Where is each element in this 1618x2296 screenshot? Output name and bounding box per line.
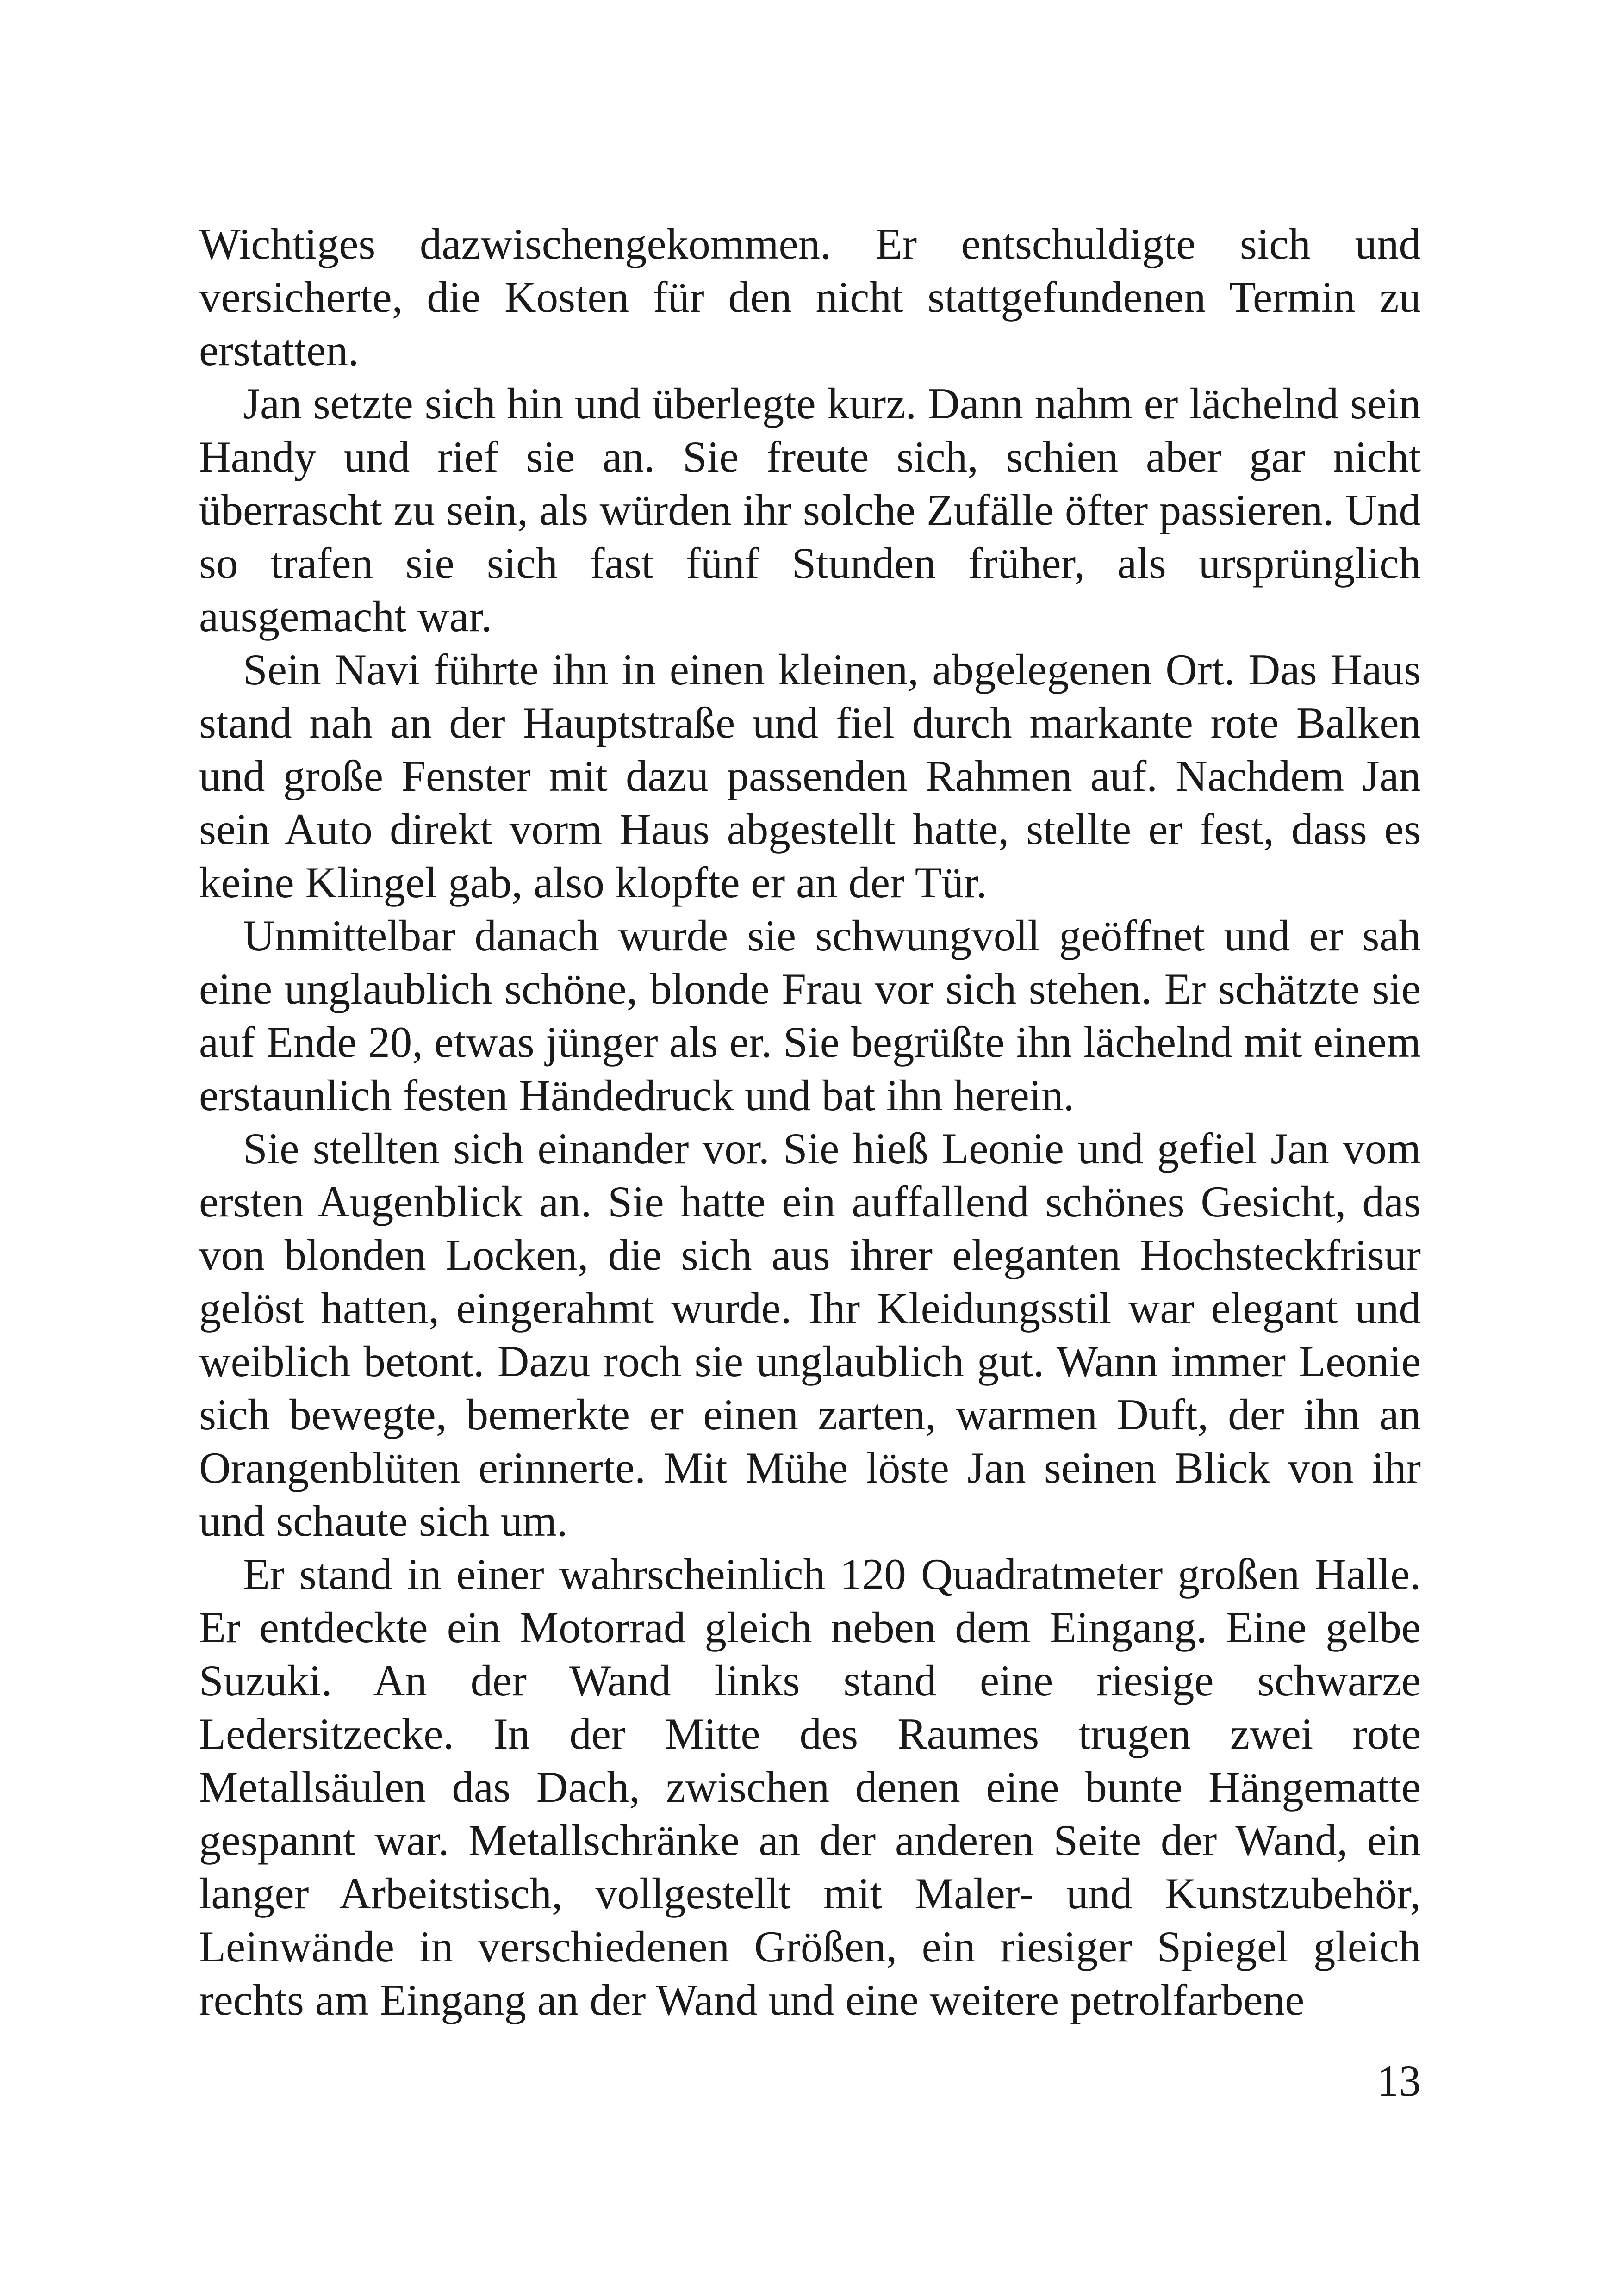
page-number: 13 [1377, 2056, 1421, 2105]
paragraph: Sie stellten sich einander vor. Sie hieß Leonie und gefiel Jan vom ersten Augenblick an. Sie hatte ein auffallend schönes Gesicht, das von blonden Locken, die sich aus ihrer eleganten Hochsteckfrisur gelöst hatten, eingerahmt wurde. Ihr Kleidungsstil war elegant und weiblich betont. Dazu roch sie unglaublich gut. Wann immer Leonie sich bewegte, bemerkte er einen zarten, warmen Duft, der ihn an Orangenblüten erinnerte. Mit Mühe löste Jan seinen Blick von ihr und schaute sich um. [199, 1124, 1421, 1545]
paragraph: Sein Navi führte ihn in einen kleinen, abgelegenen Ort. Das Haus stand nah an der Hauptstraße und fiel durch markante rote Balken und große Fenster mit dazu passenden Rahmen auf. Nachdem Jan sein Auto direkt vorm Haus abgestellt hatte, stellte er fest, dass es keine Klingel gab, also klopfte er an der Tür. [199, 645, 1421, 907]
paragraph: Jan setzte sich hin und überlegte kurz. Dann nahm er lächelnd sein Handy und rief sie an. Sie freute sich, schien aber gar nicht überrascht zu sein, als würden ihr solche Zufälle öfter passieren. Und so trafen sie sich fast fünf Stunden früher, als ursprünglich ausgemacht war. [199, 379, 1421, 641]
paragraph: Unmittelbar danach wurde sie schwungvoll geöffnet und er sah eine unglaublich schöne, blonde Frau vor sich stehen. Er schätzte sie auf Ende 20, etwas jünger als er. Sie begrüßte ihn lächelnd mit einem erstaunlich festen Händedruck und bat ihn herein. [199, 911, 1421, 1120]
body-text [199, 217, 1421, 2027]
paragraph-continuation: Wichtiges dazwischengekommen. Er entschuldigte sich und versicherte, die Kosten für den nicht stattgefundenen Termin zu erstatten. [199, 219, 1421, 375]
paragraph: Er stand in einer wahrscheinlich 120 Quadratmeter großen Halle. Er entdeckte ein Motorrad gleich neben dem Eingang. Eine gelbe Suzuki. An der Wand links stand eine riesige schwarze Ledersitzecke. In der Mitte des Raumes trugen zwei rote Metallsäulen das Dach, zwischen denen eine bunte Hängematte gespannt war. Metallschränke an der anderen Seite der Wand, ein langer Arbeitstisch, vollgestellt mit Maler- und Kunstzubehör, Leinwände in verschiedenen Größen, ein riesiger Spiegel gleich rechts am Eingang an der Wand und eine weitere petrolfarbene [199, 1550, 1421, 2024]
